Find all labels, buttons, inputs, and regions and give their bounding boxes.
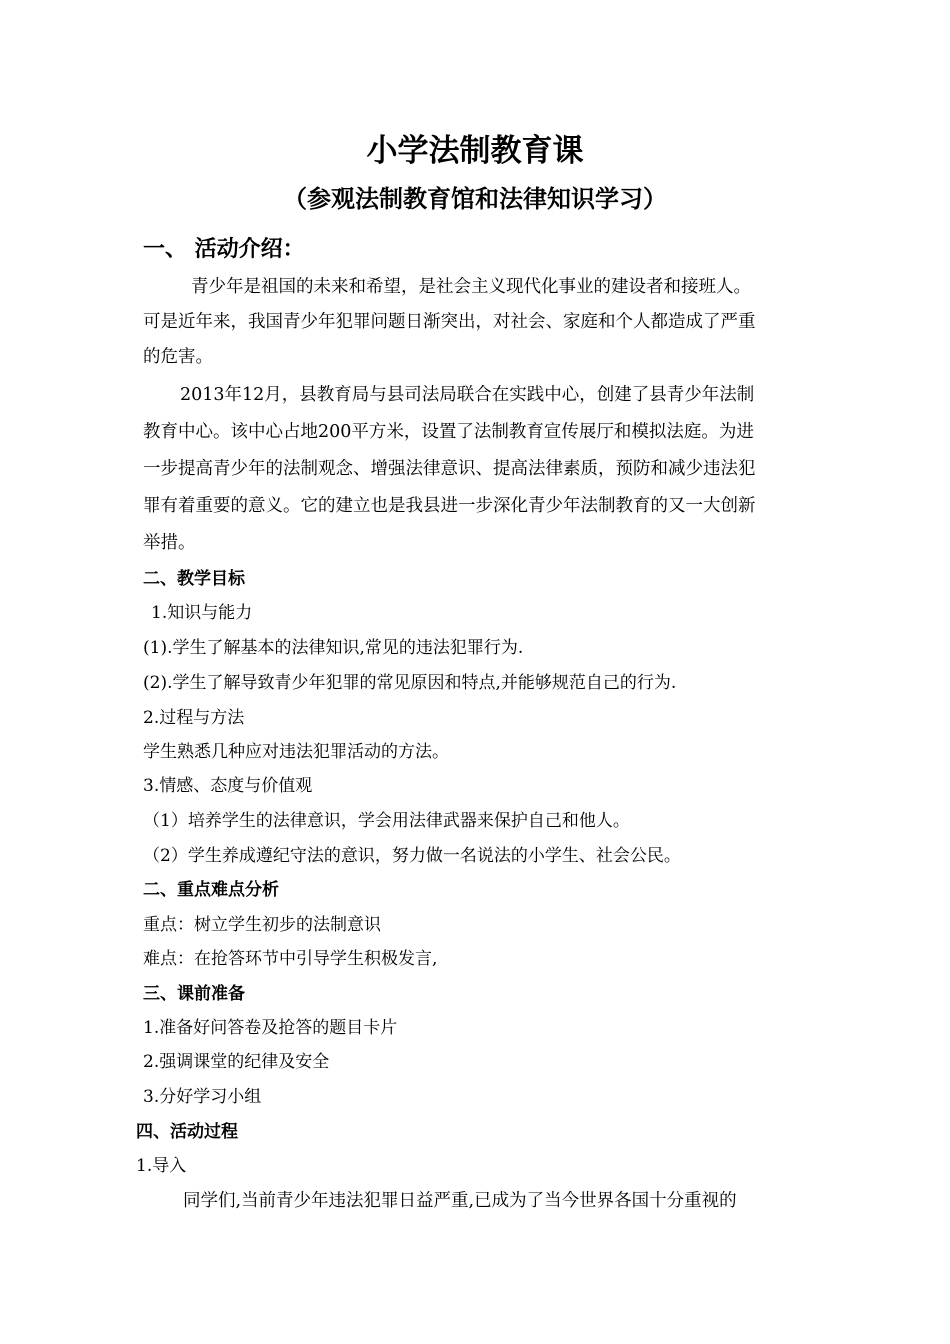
section-heading-key-points: 二、重点难点分析 <box>143 880 279 900</box>
list-item: (1).学生了解基本的法律知识,常见的违法犯罪行为. <box>143 638 524 658</box>
section-heading-intro: 一、 活动介绍： <box>143 237 305 262</box>
list-item: 学生熟悉几种应对违法犯罪活动的方法。 <box>143 742 449 762</box>
section-heading-preparation: 三、课前准备 <box>143 984 245 1004</box>
paragraph-line: 可是近年来，我国青少年犯罪问题日渐突出，对社会、家庭和个人都造成了严重 <box>143 312 756 332</box>
paragraph-line: 举措。 <box>143 533 196 553</box>
list-item: 3.情感、态度与价值观 <box>143 776 313 796</box>
list-item: 1.准备好问答卷及抢答的题目卡片 <box>143 1018 398 1038</box>
paragraph-line: 青少年是祖国的未来和希望，是社会主义现代化事业的建设者和接班人。 <box>191 277 751 297</box>
list-item: 难点：在抢答环节中引导学生积极发言, <box>143 949 438 969</box>
paragraph-line: 教育中心。该中心占地200平方米，设置了法制教育宣传展厅和模拟法庭。为进 <box>143 422 754 442</box>
paragraph-line: 的危害。 <box>143 347 213 367</box>
document-title: 小学法制教育课 <box>366 133 584 169</box>
list-item: （1）培养学生的法律意识，学会用法律武器来保护自己和他人。 <box>143 811 630 831</box>
list-item: 2.过程与方法 <box>143 708 245 728</box>
list-item: 2.强调课堂的纪律及安全 <box>143 1052 330 1072</box>
paragraph-line: 一步提高青少年的法制观念、增强法律意识、提高法律素质，预防和减少违法犯 <box>143 459 756 479</box>
list-item: 3.分好学习小组 <box>143 1087 262 1107</box>
list-item: 重点：树立学生初步的法制意识 <box>143 915 381 935</box>
paragraph-line: 同学们,当前青少年违法犯罪日益严重,已成为了当今世界各国十分重视的 <box>183 1191 737 1211</box>
document-subtitle: （参观法制教育馆和法律知识学习） <box>283 185 667 213</box>
paragraph-line: 罪有着重要的意义。它的建立也是我县进一步深化青少年法制教育的又一大创新 <box>143 496 756 516</box>
paragraph-line: 2013年12月，县教育局与县司法局联合在实践中心，创建了县青少年法制 <box>180 385 755 405</box>
section-heading-process: 四、活动过程 <box>136 1122 238 1142</box>
list-item: （2）学生养成遵纪守法的意识，努力做一名说法的小学生、社会公民。 <box>143 846 681 866</box>
list-item: 1.导入 <box>136 1156 187 1176</box>
list-item: (2).学生了解导致青少年犯罪的常见原因和特点,并能够规范自己的行为. <box>143 673 677 693</box>
list-item: 1.知识与能力 <box>151 603 253 623</box>
section-heading-objectives: 二、教学目标 <box>143 569 245 589</box>
